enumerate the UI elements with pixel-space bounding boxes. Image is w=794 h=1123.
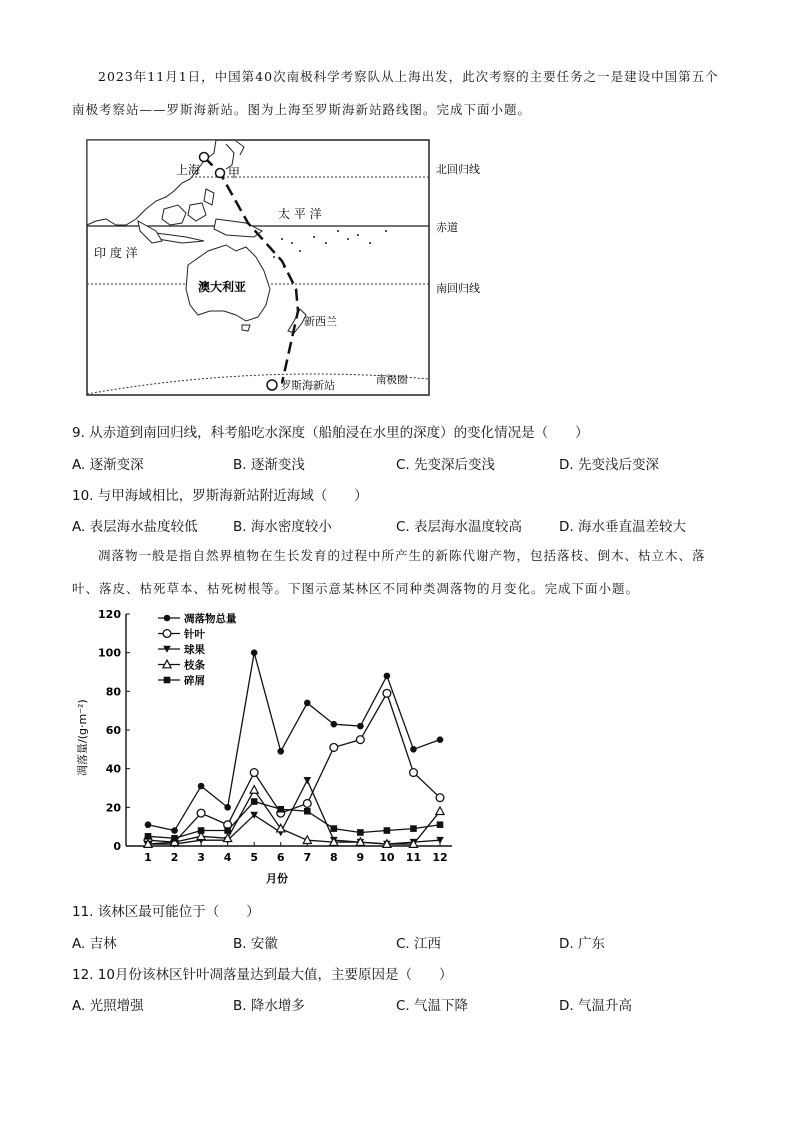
data-point (384, 673, 391, 680)
x-tick-label: 2 (170, 851, 179, 864)
q9-option-a[interactable]: A. 逐渐变深 (72, 457, 144, 473)
q10-option-c[interactable]: C. 表层海水温度较高 (396, 519, 523, 535)
data-point (164, 677, 171, 684)
q10-option-d[interactable]: D. 海水垂直温差较大 (559, 519, 686, 535)
label-pacific: 太 平 洋 (278, 207, 322, 221)
label-tropic-cancer: 北回归线 (436, 163, 480, 176)
data-point (331, 825, 338, 832)
y-tick-label: 80 (105, 685, 121, 699)
q11-option-d[interactable]: D. 广东 (559, 936, 605, 952)
data-point (356, 736, 364, 744)
label-tropic-capricorn: 南回归线 (436, 282, 480, 295)
y-tick-label: 20 (105, 801, 121, 815)
data-point (145, 821, 152, 828)
legend-label: 球果 (184, 644, 205, 656)
data-point (224, 827, 231, 834)
q12-option-c[interactable]: C. 气温下降 (396, 998, 469, 1014)
data-point (304, 808, 311, 815)
q9-option-d[interactable]: D. 先变浅后变深 (559, 457, 659, 473)
data-point (277, 748, 284, 755)
q10-option-a[interactable]: A. 表层海水盐度较低 (72, 519, 198, 535)
station-marker (267, 380, 277, 390)
series-line (148, 790, 440, 844)
q9-stem: 9. 从赤道到南回归线，科考船吃水深度（船舶浸在水里的深度）的变化情况是（ ） (72, 425, 589, 441)
data-point (410, 769, 418, 777)
q12-option-a[interactable]: A. 光照增强 (72, 998, 144, 1014)
x-tick-label: 7 (303, 851, 312, 864)
q12-option-b[interactable]: B. 降水增多 (233, 998, 305, 1014)
data-point (250, 786, 258, 794)
data-point (251, 798, 258, 805)
y-tick-label: 60 (105, 724, 121, 737)
data-point (198, 783, 205, 790)
label-australia: 澳大利亚 (198, 280, 247, 294)
data-point (331, 721, 338, 728)
data-point (436, 794, 444, 802)
data-point (410, 825, 417, 832)
q11-option-b[interactable]: B. 安徽 (233, 936, 278, 952)
q11-stem: 11. 该林区最可能位于（ ） (72, 904, 260, 920)
data-point (383, 689, 391, 697)
data-point (410, 746, 417, 753)
legend-label: 凋落物总量 (184, 613, 237, 625)
q12-stem: 12. 10月份该林区针叶凋落量达到最大值，主要原因是（ ） (72, 967, 453, 983)
label-antarctic-circle: 南极圈 (376, 374, 408, 386)
q9-option-c[interactable]: C. 先变深后变浅 (396, 457, 496, 473)
data-point (437, 821, 444, 828)
data-point (436, 807, 444, 815)
data-point (171, 835, 178, 842)
data-point (277, 806, 284, 813)
legend-label: 枝条 (184, 659, 205, 672)
y-tick-label: 0 (113, 840, 121, 853)
x-tick-label: 4 (223, 851, 232, 864)
data-point (357, 723, 364, 730)
route-map (86, 139, 506, 397)
x-tick-label: 10 (379, 851, 395, 864)
data-point (163, 630, 171, 638)
label-equator: 赤道 (436, 221, 458, 234)
data-point (198, 827, 205, 834)
q9-option-b[interactable]: B. 逐渐变浅 (233, 457, 305, 473)
label-newzealand: 新西兰 (304, 315, 337, 328)
x-tick-label: 9 (356, 851, 365, 864)
y-tick-label: 100 (98, 646, 121, 660)
data-point (251, 649, 258, 656)
shanghai-marker (200, 153, 209, 162)
litterfall-chart (72, 606, 472, 888)
series-line (148, 693, 440, 842)
data-point (224, 804, 231, 811)
data-point (171, 827, 178, 834)
q12-option-d[interactable]: D. 气温升高 (559, 998, 632, 1014)
data-point (303, 800, 311, 808)
data-point (303, 836, 311, 844)
label-shanghai: 上海 (176, 163, 201, 177)
data-point (330, 744, 338, 752)
label-jia: 甲 (228, 166, 241, 180)
data-point (303, 777, 311, 784)
x-tick-label: 8 (329, 851, 338, 864)
intro-paragraph-2: 凋落物一般是指自然界植物在生长发育的过程中所产生的新陈代谢产物，包括落枝、倒木、枯立木、落叶、落皮、枯死草本、枯死树根等。下图示意某林区不同种类凋落物的月变化。完成下面小题。 (72, 548, 706, 596)
data-point (197, 809, 205, 817)
x-tick-label: 1 (144, 851, 152, 864)
x-tick-label: 3 (197, 851, 205, 864)
data-point (384, 827, 391, 834)
x-tick-label: 12 (432, 851, 448, 864)
x-tick-label: 6 (276, 851, 285, 864)
q11-option-c[interactable]: C. 江西 (396, 936, 442, 952)
intro-paragraph-1: 2023年11月1日，中国第40次南极科学考察队从上海出发，此次考察的主要任务之一是建设中国第五个南极考察站——罗斯海新站。图为上海至罗斯海新站路线图。完成下面小题。 (72, 69, 719, 117)
data-point (357, 829, 364, 836)
data-point (304, 700, 311, 707)
y-tick-label: 120 (98, 608, 121, 621)
y-tick-label: 40 (105, 762, 121, 776)
q10-stem: 10. 与甲海域相比，罗斯海新站附近海域（ ） (72, 488, 368, 504)
label-indian: 印 度 洋 (94, 246, 138, 260)
x-tick-label: 11 (405, 851, 422, 864)
data-point (250, 769, 258, 777)
label-station: 罗斯海新站 (280, 379, 335, 392)
data-point (437, 736, 444, 743)
legend-label: 针叶 (184, 628, 205, 641)
legend-label: 碎屑 (184, 675, 205, 687)
x-tick-label: 5 (250, 851, 259, 864)
chart-xlabel: 月份 (266, 872, 288, 885)
chart-ylabel: 凋落量/(g·m⁻²) (76, 699, 89, 776)
q10-option-b[interactable]: B. 海水密度较小 (233, 519, 332, 535)
data-point (164, 615, 171, 622)
jia-marker (216, 169, 225, 178)
q11-option-a[interactable]: A. 吉林 (72, 936, 117, 952)
data-point (145, 833, 152, 840)
